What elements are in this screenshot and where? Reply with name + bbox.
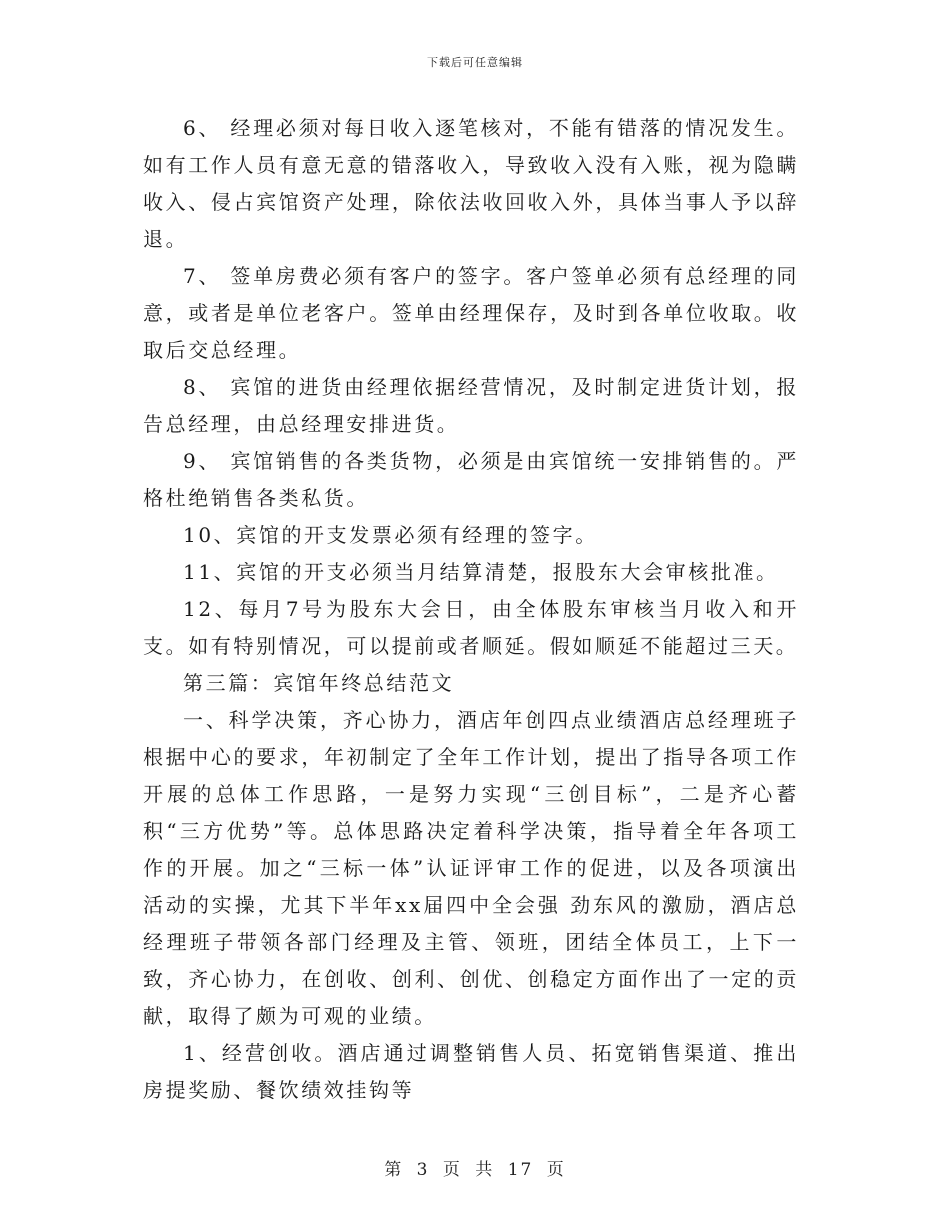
paragraph-item-7: 7、 签单房费必须有客户的签字。客户签单必须有总经理的同意，或者是单位老客户。签单由经理保存，及时到各单位收取。收取后交总经理。 [143,264,799,362]
paragraph-section-one: 一、科学决策，齐心协力，酒店年创四点业绩酒店总经理班子根据中心的要求，年初制定了全年工作计划，提出了指导各项工作开展的总体工作思路，一是努力实现“三创目标”，二是齐心蓄积“三方优势”等。总体思路决定着科学决策，指导着全年各项工作的开展。加之“三标一体”认证评审工作的促进，以及各项演出活动的实操，尤其下半年xx届四中全会强 劲东风的激励，酒店总经理班子带领各部门经理及主管、领班，团结全体员工，上下一致，齐心协力，在创收、创利、创优、创稳定方面作出了一定的贡献，取得了颇为可观的业绩。 [143,708,799,1028]
section-title: 第三篇：宾馆年终总结范文 [183,671,455,695]
paragraph-item-8: 8、 宾馆的进货由经理依据经营情况，及时制定进货计划，报告总经理，由总经理安排进货。 [143,375,799,436]
document-body [143,110,799,1109]
paragraph-operating-income: 1、经营创收。酒店通过调整销售人员、拓宽销售渠道、推出房提奖励、餐饮绩效挂钩等 [143,1041,799,1102]
page-header: 下载后可任意编辑 [427,56,523,69]
paragraph-item-12: 12、每月7号为股东大会日，由全体股东审核当月收入和开支。如有特别情况，可以提前或者顺延。假如顺延不能超过三天。 [143,597,799,658]
paragraph-item-6: 6、 经理必须对每日收入逐笔核对，不能有错落的情况发生。如有工作人员有意无意的错落收入，导致收入没有入账，视为隐瞒收入、侵占宾馆资产处理，除依法收回收入外，具体当事人予以辞退。 [143,116,799,251]
paragraph-item-11: 11、宾馆的开支必须当月结算清楚，报股东大会审核批准。 [183,560,779,584]
paragraph-item-10: 10、宾馆的开支发票必须有经理的签字。 [183,523,598,547]
paragraph-item-9: 9、 宾馆销售的各类货物，必须是由宾馆统一安排销售的。严格杜绝销售各类私货。 [143,449,799,510]
page-number: 第 3 页 共 17 页 [384,1160,566,1180]
